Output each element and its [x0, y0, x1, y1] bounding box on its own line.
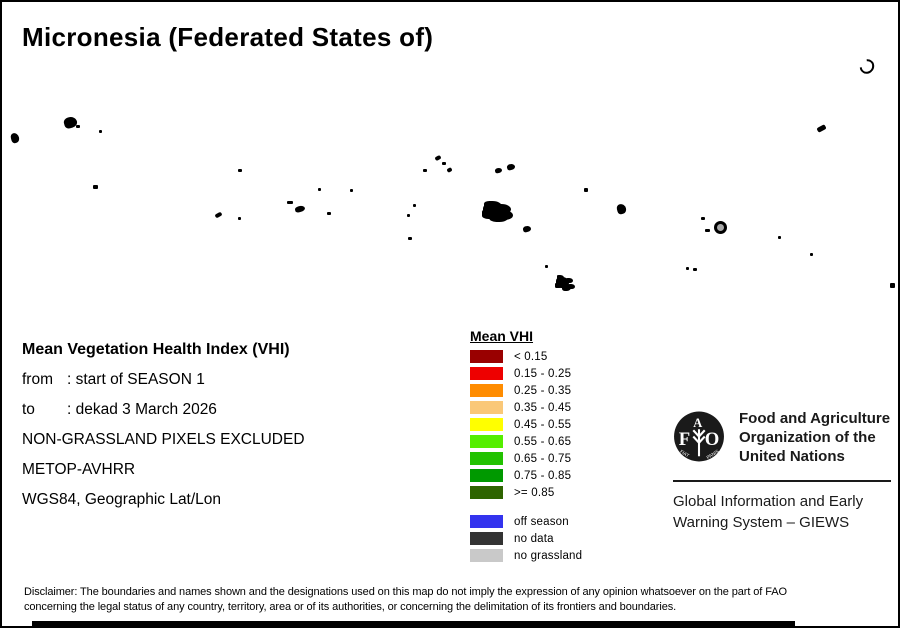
island [584, 188, 588, 192]
island [238, 217, 241, 220]
legend-swatch [470, 401, 503, 414]
legend-swatch [470, 469, 503, 482]
giews-line-2: Warning System – GIEWS [673, 514, 850, 531]
island [413, 204, 416, 207]
legend-row [470, 547, 582, 564]
disclaimer-text [24, 585, 787, 615]
legend-extra-classes [470, 513, 582, 564]
island [778, 236, 781, 239]
info-from-label: from [22, 371, 53, 388]
island [494, 167, 502, 174]
info-to-label: to [22, 401, 35, 418]
info-row-to [22, 395, 305, 425]
island [408, 237, 412, 240]
legend-row [470, 416, 571, 433]
island [693, 268, 697, 271]
island [99, 130, 102, 133]
island [810, 253, 813, 256]
legend-row [470, 530, 582, 547]
island [10, 132, 20, 144]
legend-swatch [470, 384, 503, 397]
bottom-bar [32, 621, 795, 628]
info-row-from [22, 365, 305, 395]
island [214, 212, 222, 219]
svg-text:FIAT: FIAT [679, 448, 691, 459]
disclaimer-line-2: concerning the legal status of any country, territory, area or of its authorities, or concerning the delimitation of its frontiers and boundaries. [24, 601, 677, 613]
legend-row [470, 348, 571, 365]
map-info-block [22, 335, 305, 515]
legend-label: no grassland [514, 549, 583, 562]
fao-org-name [739, 409, 890, 466]
island [318, 188, 321, 191]
giews-line-1: Global Information and Early [673, 493, 864, 510]
island [287, 201, 293, 204]
info-line-sensor: METOP-AVHRR [22, 461, 136, 478]
island [701, 217, 705, 220]
island [857, 56, 877, 76]
legend-swatch [470, 418, 503, 431]
legend-label: 0.75 - 0.85 [514, 469, 572, 482]
legend-label: 0.45 - 0.55 [514, 418, 572, 431]
legend-swatch [470, 452, 503, 465]
legend-row [470, 467, 571, 484]
page-title: Micronesia (Federated States of) [22, 22, 434, 52]
island [816, 124, 826, 133]
fao-name-line-2: Organization of the [739, 429, 876, 446]
legend-row [470, 382, 571, 399]
legend-label: 0.55 - 0.65 [514, 435, 572, 448]
legend-row [470, 450, 571, 467]
island [93, 185, 98, 189]
info-from-value: : start of SEASON 1 [67, 371, 205, 388]
legend-label: off season [514, 515, 569, 528]
fao-separator-line [673, 480, 891, 482]
legend-label: 0.25 - 0.35 [514, 384, 572, 397]
island [327, 212, 331, 215]
legend-row [470, 513, 582, 530]
island [294, 205, 305, 213]
legend-row [470, 433, 571, 450]
fao-logo-icon [673, 410, 725, 463]
legend-swatch [470, 350, 503, 363]
legend-label: < 0.15 [514, 350, 548, 363]
giews-subtitle [673, 491, 863, 533]
island [616, 203, 627, 215]
island [483, 203, 507, 219]
legend-label: 0.35 - 0.45 [514, 401, 572, 414]
island [350, 189, 353, 192]
island [407, 214, 410, 217]
svg-text:F: F [678, 428, 691, 450]
island [522, 225, 531, 233]
legend-swatch [470, 532, 503, 545]
legend-label: 0.65 - 0.75 [514, 452, 572, 465]
island [556, 277, 569, 288]
legend-row [470, 365, 571, 382]
info-line-pixels: NON-GRASSLAND PIXELS EXCLUDED [22, 431, 305, 448]
legend-row [470, 484, 571, 501]
island [705, 229, 710, 232]
island [76, 125, 80, 128]
legend-row [470, 399, 571, 416]
island [506, 163, 515, 171]
island [423, 169, 427, 172]
legend-label: no data [514, 532, 554, 545]
info-to-value: : dekad 3 March 2026 [67, 401, 217, 418]
island [446, 167, 452, 173]
svg-text:O: O [704, 428, 720, 450]
island [890, 283, 895, 288]
legend-swatch [470, 486, 503, 499]
legend-label: 0.15 - 0.25 [514, 367, 572, 380]
disclaimer-line-1: Disclaimer: The boundaries and names shown and the designations used on this map do not imply the expression of any opinion whatsoever on the part of FAO [24, 586, 787, 598]
legend-swatch [470, 549, 503, 562]
legend-title: Mean VHI [470, 328, 534, 344]
legend-vhi-classes [470, 348, 571, 501]
fao-name-line-1: Food and Agriculture [739, 410, 891, 427]
island [714, 221, 727, 234]
legend-swatch [470, 367, 503, 380]
island [238, 169, 242, 172]
legend-swatch [470, 435, 503, 448]
island [545, 265, 548, 268]
svg-text:A: A [693, 416, 703, 431]
svg-text:PANIS: PANIS [705, 448, 720, 461]
island [686, 267, 689, 270]
legend-swatch [470, 515, 503, 528]
info-line-projection: WGS84, Geographic Lat/Lon [22, 491, 222, 508]
info-heading: Mean Vegetation Health Index (VHI) [22, 341, 290, 358]
island [434, 155, 441, 161]
fao-name-line-3: United Nations [739, 448, 845, 465]
legend-label: >= 0.85 [514, 486, 555, 499]
island [442, 162, 446, 165]
